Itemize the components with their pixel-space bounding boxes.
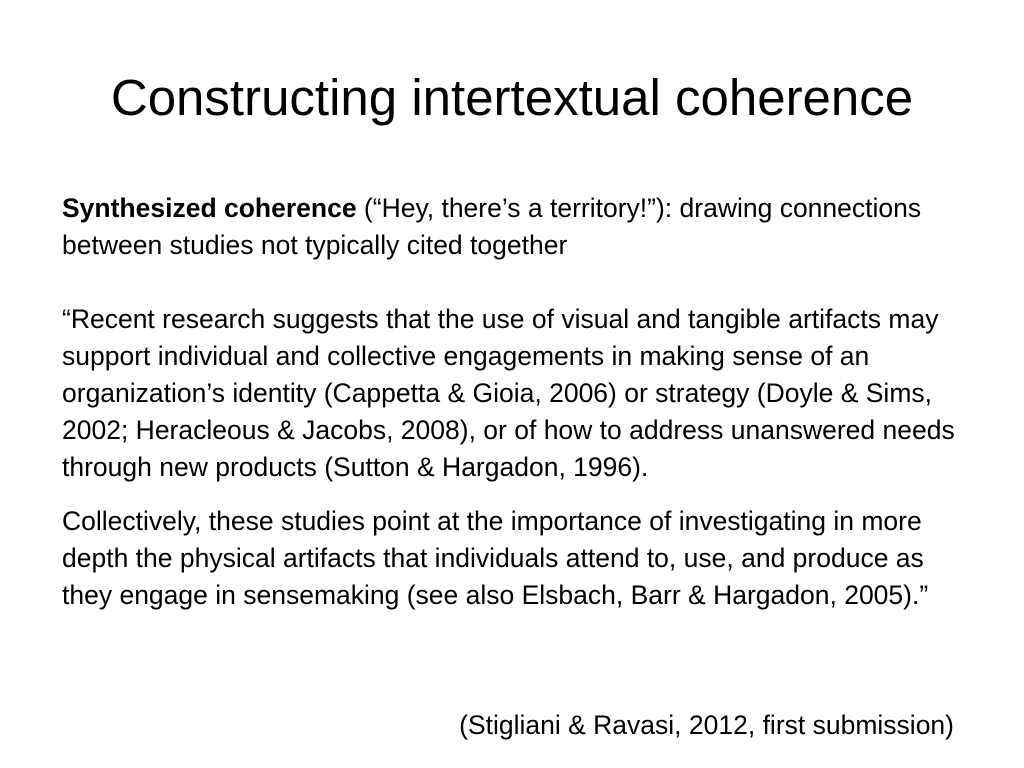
definition-paragraph [62, 190, 962, 264]
quote-paragraph-1: “Recent research suggests that the use of visual and tangible artifacts may support individual and collective engagements in making sense of an organization’s identity (Cappetta & Gioia, 2006) or strategy (Doyle & Sims, 2002; Heracleous & Jacobs, 2008), or of how to address unanswered needs through new products (Sutton & Hargadon, 1996). [62, 304, 955, 482]
quote-paragraph-2: Collectively, these studies point at the importance of investigating in more depth the physical artifacts that individuals attend to, use, and produce as they engage in sensemaking (see also Elsbach, Barr & Hargadon, 2005).” [62, 506, 929, 610]
slide-body [62, 190, 962, 614]
definition-text: (“Hey, there’s a territory!”): drawing connections between studies not typically cited together [62, 193, 922, 260]
slide-title: Constructing intertextual coherence [110, 69, 914, 126]
citation: (Stigliani & Ravasi, 2012, first submission) [459, 710, 954, 740]
term-bold: Synthesized coherence [62, 193, 357, 223]
